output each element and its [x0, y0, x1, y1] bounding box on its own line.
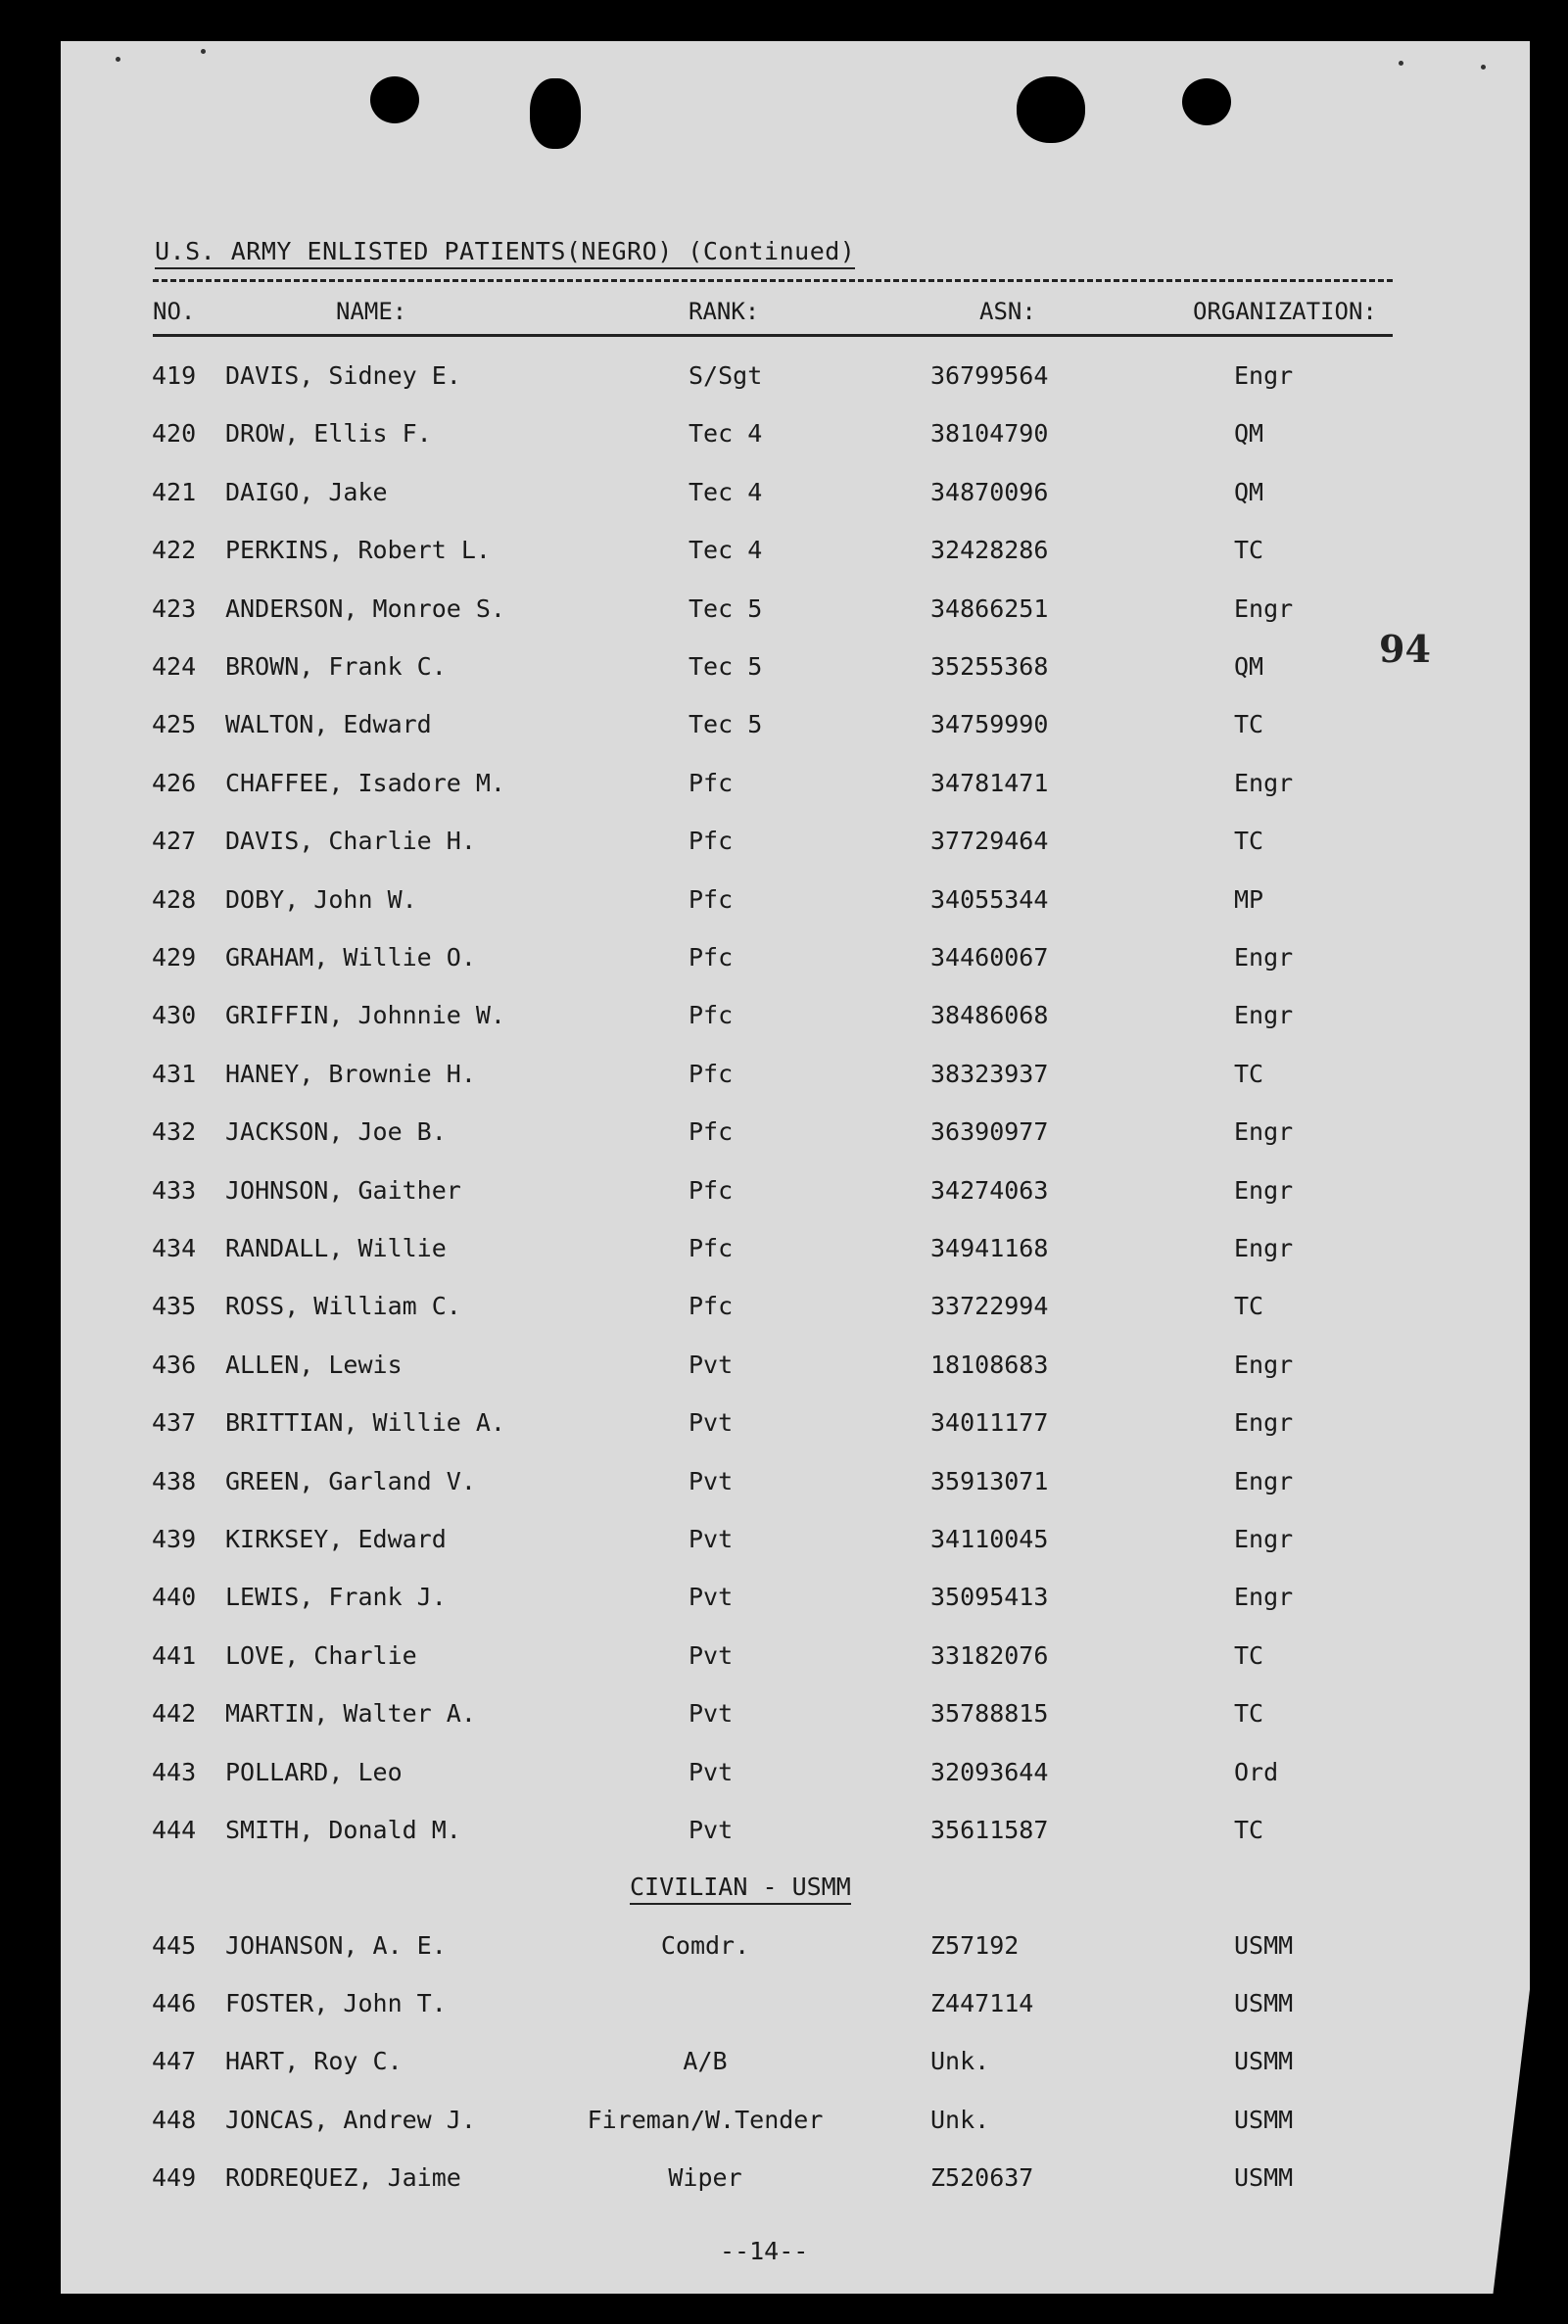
- patient-rank: Pfc: [689, 884, 734, 914]
- row-number: 425: [152, 710, 197, 739]
- patient-rank: Tec 5: [689, 593, 763, 623]
- table-row: [0, 1001, 1568, 1040]
- page-number: --14--: [720, 2237, 809, 2265]
- patient-name: MARTIN, Walter A.: [225, 1699, 476, 1729]
- table-row: [0, 652, 1568, 691]
- patient-name: RANDALL, Willie: [225, 1234, 447, 1262]
- patient-organization: Ord: [1234, 1757, 1279, 1786]
- patient-name: JACKSON, Joe B.: [225, 1117, 447, 1147]
- punch-hole: [1017, 76, 1085, 143]
- patient-name: HART, Roy C.: [225, 2047, 403, 2076]
- row-number: 443: [152, 1757, 197, 1786]
- table-row: [0, 1816, 1568, 1855]
- paper-speck: [116, 57, 120, 62]
- row-number: 437: [152, 1408, 197, 1438]
- patient-asn: 34274063: [930, 1175, 1049, 1205]
- row-number: 441: [152, 1640, 197, 1670]
- patient-organization: USMM: [1234, 2162, 1294, 2192]
- row-number: 436: [152, 1350, 197, 1379]
- patient-asn: Z520637: [930, 2162, 1034, 2192]
- patient-rank: Pvt: [689, 1640, 734, 1670]
- table-row: [0, 2106, 1568, 2145]
- patient-asn: 34870096: [930, 477, 1049, 506]
- patient-rank: Pfc: [689, 1175, 734, 1205]
- table-row: [0, 1931, 1568, 1970]
- patient-name: DROW, Ellis F.: [225, 419, 432, 449]
- row-number: 449: [152, 2162, 197, 2192]
- row-number: 424: [152, 652, 197, 681]
- column-header-name: NAME:: [336, 298, 407, 325]
- patient-organization: USMM: [1234, 2105, 1294, 2134]
- paper-speck: [1399, 61, 1403, 66]
- header-rule-solid: [153, 334, 1393, 337]
- patient-name: BRITTIAN, Willie A.: [225, 1408, 505, 1438]
- patient-name: LOVE, Charlie: [225, 1640, 417, 1670]
- row-number: 448: [152, 2105, 197, 2134]
- row-number: 427: [152, 827, 197, 856]
- row-number: 420: [152, 419, 197, 449]
- patient-name: SMITH, Donald M.: [225, 1816, 461, 1844]
- table-row: [0, 1234, 1568, 1273]
- row-number: 434: [152, 1234, 197, 1262]
- patient-asn: 38323937: [930, 1059, 1049, 1088]
- patient-asn: 32093644: [930, 1757, 1049, 1786]
- patient-rank: S/Sgt: [689, 361, 763, 390]
- patient-asn: 34110045: [930, 1525, 1049, 1553]
- table-row: [0, 478, 1568, 517]
- patient-name: FOSTER, John T.: [225, 1989, 447, 2018]
- patient-rank: Pfc: [689, 1234, 734, 1262]
- row-number: 445: [152, 1931, 197, 1960]
- row-number: 428: [152, 884, 197, 914]
- patient-rank: Pvt: [689, 1583, 734, 1612]
- patient-organization: Engr: [1234, 943, 1294, 972]
- row-number: 431: [152, 1059, 197, 1088]
- table-row: [0, 885, 1568, 925]
- table-row: [0, 594, 1568, 634]
- patient-name: WALTON, Edward: [225, 710, 432, 739]
- patient-rank: Pvt: [689, 1466, 734, 1495]
- row-number: 432: [152, 1117, 197, 1147]
- patient-name: JOHNSON, Gaither: [225, 1175, 461, 1205]
- patient-asn: 37729464: [930, 827, 1049, 856]
- column-header-no: NO.: [153, 298, 196, 325]
- patient-rank: Pfc: [689, 1117, 734, 1147]
- row-number: 446: [152, 1989, 197, 2018]
- table-row: [0, 1525, 1568, 1564]
- patient-rank-text: Wiper: [668, 2162, 742, 2192]
- patient-rank: Tec 4: [689, 419, 763, 449]
- patient-organization: USMM: [1234, 1989, 1294, 2018]
- patient-rank: Pfc: [689, 827, 734, 856]
- patient-rank: Pfc: [689, 1001, 734, 1030]
- punch-hole: [1182, 78, 1231, 125]
- document-title: U.S. ARMY ENLISTED PATIENTS(NEGRO) (Continued): [155, 237, 855, 269]
- table-row: [0, 361, 1568, 401]
- patient-name: LEWIS, Frank J.: [225, 1583, 447, 1612]
- table-row: [0, 1060, 1568, 1099]
- patient-asn: 38104790: [930, 419, 1049, 449]
- patient-asn: Unk.: [930, 2047, 990, 2076]
- header-rule-dashed: [153, 279, 1393, 282]
- table-row: [0, 769, 1568, 808]
- patient-name: GRIFFIN, Johnnie W.: [225, 1001, 505, 1030]
- patient-asn: 35913071: [930, 1466, 1049, 1495]
- patient-asn: 36799564: [930, 361, 1049, 390]
- patient-organization: TC: [1234, 1640, 1264, 1670]
- patient-organization: USMM: [1234, 1931, 1294, 1960]
- patient-asn: 35611587: [930, 1816, 1049, 1844]
- row-number: 430: [152, 1001, 197, 1030]
- patient-asn: 34941168: [930, 1234, 1049, 1262]
- patient-rank: Pfc: [689, 1292, 734, 1321]
- patient-organization: Engr: [1234, 768, 1294, 797]
- patient-name: KIRKSEY, Edward: [225, 1525, 447, 1553]
- patient-rank: Pfc: [689, 1059, 734, 1088]
- table-row: [0, 1758, 1568, 1797]
- patient-asn: Z57192: [930, 1931, 1020, 1960]
- patient-rank: Tec 5: [689, 652, 763, 681]
- patient-organization: Engr: [1234, 1408, 1294, 1438]
- patient-name: CHAFFEE, Isadore M.: [225, 768, 505, 797]
- patient-rank: Pvt: [689, 1757, 734, 1786]
- patient-asn: 35095413: [930, 1583, 1049, 1612]
- patient-name: DOBY, John W.: [225, 884, 417, 914]
- patient-asn: Z447114: [930, 1989, 1034, 2018]
- patient-rank: Pfc: [689, 943, 734, 972]
- table-row: [0, 1467, 1568, 1506]
- patient-rank-text: Comdr.: [660, 1931, 750, 1960]
- patient-name: GREEN, Garland V.: [225, 1466, 476, 1495]
- patient-organization: QM: [1234, 419, 1264, 449]
- column-header-rank: RANK:: [689, 298, 760, 325]
- patient-organization: Engr: [1234, 1466, 1294, 1495]
- patient-asn: 33182076: [930, 1640, 1049, 1670]
- patient-asn: 34759990: [930, 710, 1049, 739]
- table-row: [0, 710, 1568, 749]
- table-row: [0, 1989, 1568, 2028]
- patient-organization: TC: [1234, 1059, 1264, 1088]
- patient-organization: TC: [1234, 710, 1264, 739]
- table-row: [0, 1117, 1568, 1157]
- paper-speck: [1481, 65, 1486, 70]
- patient-organization: MP: [1234, 884, 1264, 914]
- patient-rank: Pvt: [689, 1525, 734, 1553]
- patient-organization: TC: [1234, 1816, 1264, 1844]
- patient-name: DAVIS, Charlie H.: [225, 827, 476, 856]
- table-row: [0, 1583, 1568, 1622]
- patient-asn: 33722994: [930, 1292, 1049, 1321]
- patient-organization: Engr: [1234, 1350, 1294, 1379]
- patient-rank-text: A/B: [683, 2047, 728, 2076]
- patient-asn: 34866251: [930, 593, 1049, 623]
- row-number: 447: [152, 2047, 197, 2076]
- row-number: 438: [152, 1466, 197, 1495]
- patient-organization: Engr: [1234, 1234, 1294, 1262]
- patient-rank: Tec 5: [689, 710, 763, 739]
- row-number: 426: [152, 768, 197, 797]
- patient-organization: TC: [1234, 1699, 1264, 1729]
- patient-rank: Tec 4: [689, 536, 763, 565]
- patient-name: ANDERSON, Monroe S.: [225, 593, 505, 623]
- punch-hole: [530, 78, 581, 149]
- patient-asn: 34781471: [930, 768, 1049, 797]
- patient-rank: Pvt: [689, 1408, 734, 1438]
- table-row: [0, 1351, 1568, 1390]
- row-number: 421: [152, 477, 197, 506]
- patient-name: ALLEN, Lewis: [225, 1350, 403, 1379]
- patient-name: ROSS, William C.: [225, 1292, 461, 1321]
- patient-name: GRAHAM, Willie O.: [225, 943, 476, 972]
- row-number: 433: [152, 1175, 197, 1205]
- patient-asn: 35255368: [930, 652, 1049, 681]
- row-number: 429: [152, 943, 197, 972]
- patient-asn: 18108683: [930, 1350, 1049, 1379]
- row-number: 422: [152, 536, 197, 565]
- table-row: [0, 943, 1568, 982]
- patient-name: JOHANSON, A. E.: [225, 1931, 447, 1960]
- table-row: [0, 2047, 1568, 2086]
- patient-rank-text: Fireman/W.Tender: [587, 2105, 824, 2134]
- patient-organization: TC: [1234, 536, 1264, 565]
- patient-organization: Engr: [1234, 1583, 1294, 1612]
- patient-name: RODREQUEZ, Jaime: [225, 2162, 461, 2192]
- table-row: [0, 2163, 1568, 2203]
- patient-organization: QM: [1234, 652, 1264, 681]
- patient-organization: Engr: [1234, 1525, 1294, 1553]
- table-row: [0, 536, 1568, 575]
- patient-name: PERKINS, Robert L.: [225, 536, 491, 565]
- table-row: [0, 1176, 1568, 1215]
- patient-rank: Pvt: [689, 1699, 734, 1729]
- table-row: [0, 827, 1568, 866]
- patient-organization: Engr: [1234, 593, 1294, 623]
- patient-name: DAIGO, Jake: [225, 477, 388, 506]
- patient-name: JONCAS, Andrew J.: [225, 2105, 476, 2134]
- row-number: 419: [152, 361, 197, 390]
- patient-rank: Tec 4: [689, 477, 763, 506]
- row-number: 442: [152, 1699, 197, 1729]
- row-number: 444: [152, 1816, 197, 1844]
- table-row: [0, 1641, 1568, 1681]
- patient-asn: 36390977: [930, 1117, 1049, 1147]
- patient-name: DAVIS, Sidney E.: [225, 361, 461, 390]
- patient-organization: Engr: [1234, 361, 1294, 390]
- patient-rank: Pvt: [689, 1816, 734, 1844]
- patient-rank: Pfc: [689, 768, 734, 797]
- patient-name: HANEY, Brownie H.: [225, 1059, 476, 1088]
- table-row: [0, 1292, 1568, 1331]
- patient-organization: USMM: [1234, 2047, 1294, 2076]
- patient-rank: Pvt: [689, 1350, 734, 1379]
- margin-mark: 94: [1379, 627, 1431, 671]
- patient-name: POLLARD, Leo: [225, 1757, 403, 1786]
- row-number: 439: [152, 1525, 197, 1553]
- patient-asn: 34460067: [930, 943, 1049, 972]
- civilian-section-title: CIVILIAN - USMM: [630, 1873, 851, 1905]
- column-header-asn: ASN:: [979, 298, 1036, 325]
- patient-organization: QM: [1234, 477, 1264, 506]
- patient-organization: TC: [1234, 1292, 1264, 1321]
- row-number: 435: [152, 1292, 197, 1321]
- paper-speck: [201, 49, 206, 54]
- patient-asn: 35788815: [930, 1699, 1049, 1729]
- patient-organization: TC: [1234, 827, 1264, 856]
- column-header-organization: ORGANIZATION:: [1193, 298, 1377, 325]
- patient-organization: Engr: [1234, 1117, 1294, 1147]
- patient-name: BROWN, Frank C.: [225, 652, 447, 681]
- patient-organization: Engr: [1234, 1001, 1294, 1030]
- patient-asn: 34055344: [930, 884, 1049, 914]
- patient-asn: Unk.: [930, 2105, 990, 2134]
- patient-asn: 34011177: [930, 1408, 1049, 1438]
- patient-asn: 32428286: [930, 536, 1049, 565]
- table-row: [0, 1699, 1568, 1738]
- punch-hole: [370, 76, 419, 123]
- table-row: [0, 419, 1568, 458]
- row-number: 440: [152, 1583, 197, 1612]
- table-row: [0, 1408, 1568, 1447]
- patient-organization: Engr: [1234, 1175, 1294, 1205]
- row-number: 423: [152, 593, 197, 623]
- patient-asn: 38486068: [930, 1001, 1049, 1030]
